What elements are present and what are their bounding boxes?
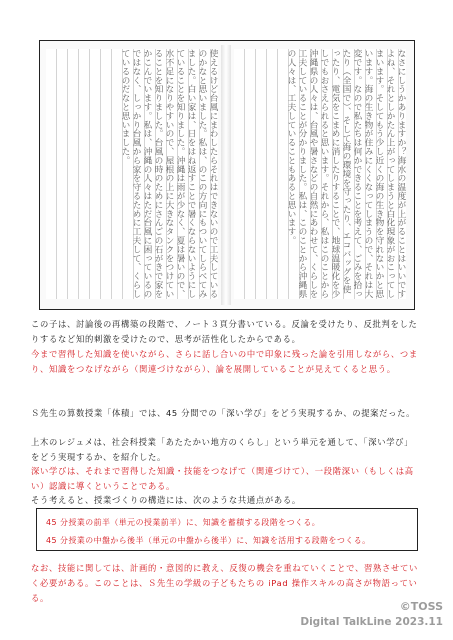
notebook-right-page (234, 49, 406, 299)
paragraph-math-lesson: Ｓ先生の算数授業「体積」では、45 分間での「深い学び」をどう実現するか、の提案だった。 (31, 408, 416, 418)
paragraph-knowledge-linking: 今まで習得した知識を使いながら、さらに話し合いの中で印象に残った論を引用しながら、つまり、知識をつなげながら（関連づけながら）、論を展開していることが見えてくると思う。 (31, 349, 418, 374)
left-page-handwriting: 使えるけど台風にまわしたらそれはできないので工夫しているのかなと思いました。私は、のこの方向にもついてしらべてみました。白い家は、日をはね返すことで暑くならないようにしていることを知りました。沖縄は雨が少なく、夏は暑いので、水不足になりやすいので、屋根の上に大きなタンクをつけていることを知りました。台風の時のためにさんごの石がきで家をかこんでいます。私は、沖縄の人々はただ台風に困っているのではなく、しっかり台風から家を守るために工夫して、くらしているのだなと思いました。 (120, 49, 218, 299)
paragraph-deep-learning: 深い学びは、それまで習得した知識・技能をつなげて（関連づけて）、一段階深い（もしくは高い）認識に導くということである。 (31, 466, 414, 491)
handwritten-notebook-image (39, 40, 415, 310)
lesson-structure-box (36, 508, 418, 551)
paragraph-social-lesson: 上木のレジュメは、社会科授業「あたたかい地方のくらし」という単元を通して、「深い学び」をどう実現するか、を紹介した。 (31, 437, 414, 462)
box-line-first-half: 45 分授業の前半（単元の授業前半）に、知識を蓄積する段階をつくる。 (46, 518, 321, 527)
right-page-handwriting: なさにしうかありますか？海水の温度が上がることはいいですよね、それとしかたん上がってしまうと白化現象がおこってしまいます。そしてもう少し近くの海の生き物を守れないかと思います。海の生き物が住みにくくなってしまうので、それは大変です。なので私たちは何かできることを考えて、ごみを拾ったり（全国で）、そして海の環境を守ったり、エコバッグを使ったり、電気をこまめに消したりすることで、地球温暖化を少しでもおさえられると思います。それから、私はこのことから沖縄県の人々は、台風や暑さなどの自然にあわせて、くらしを工夫していることが分かりました。私は、このことから沖縄県の人々は、工夫していることもあると思います。 (286, 49, 406, 299)
paragraph-rebuild-stage: この子は、討論後の再構築の段階で、ノート３頁分書いている。反論を受けたり、反批判をしたりするなど知的刺激を受けたので、思考が活性化したからである。 (31, 319, 418, 344)
notebook-gutter (221, 45, 231, 305)
notebook-left-page (46, 49, 218, 299)
digital-talkline-label: Digital TalkLine 2023.11 (300, 616, 443, 628)
box-line-second-half: 45 分授業の中盤から後半（単元の中盤から後半）に、知識を活用する段階をつくる。 (46, 536, 371, 545)
paragraph-common-structure: そう考えると、授業づくりの構造には、次のような共通点がある。 (31, 495, 301, 505)
paragraph-skills-note: なお、技能に関しては、計画的・意図的に教え、反復の機会を重ねていくことで、習熟させていく必要がある。このことは、Ｓ先生の学級の子どもたちの iPad 操作スキルの高さが物語っている。 (31, 563, 418, 603)
toss-copyright: ©TOSS (399, 600, 443, 613)
